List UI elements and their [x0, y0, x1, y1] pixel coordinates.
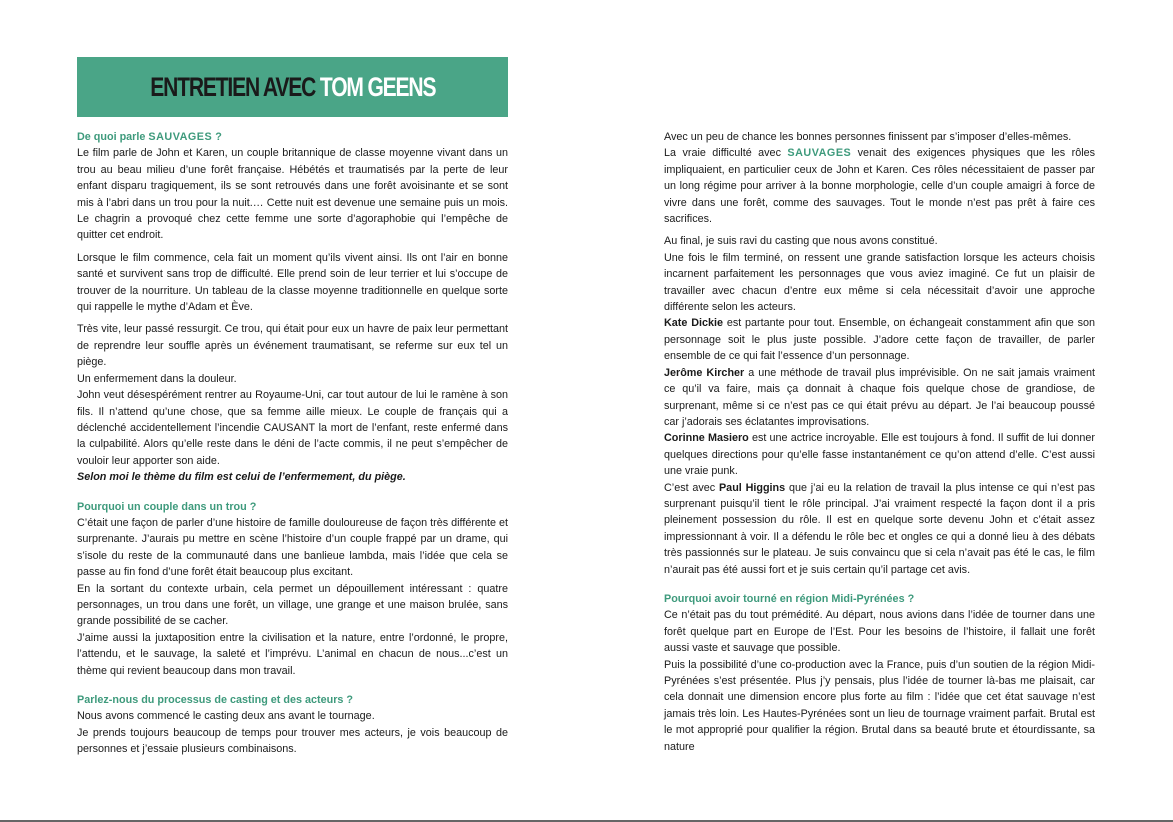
paragraph: Ce n’était pas du tout prémédité. Au départ, nous avions dans l’idée de tourner dans une forêt quelque part en Europe de l’Est. Pour les besoins de l’histoire, il fallait une forêt aussi vaste et sauvage que possible. — [664, 609, 1095, 655]
paragraph: Puis la possibilité d’une co-production avec la France, puis d’un soutien de la région Midi-Pyrénées s’est présentée. Plus j’y pensais, plus l’idée de tourner là-bas me plaisait, car cela donnait une dimension encore plus forte au film : l’idée que cet état sauvage n’est jamais très loin. Les Hautes-Pyrénées sont un lieu de tournage vraiment parfait. Brutal est le mot approprié pour qualifier la région. Brutal dans sa beauté brute et étourdissante, sa nature — [664, 658, 1095, 753]
paragraph: Un enfermement dans la douleur. — [77, 372, 237, 385]
paragraph — [664, 480, 1095, 578]
question-heading: Pourquoi un couple dans un trou ? — [77, 500, 257, 513]
paragraph: C’était une façon de parler d’une histoire de famille douloureuse de façon très différente et surprenante. J’aurais pu mettre en scène l’histoire d’un couple frappé par un drame, qui s’isole du reste de la communauté dans une banlieue lambda, mais l’idée que cela se passe au fin fond d’une forêt était beaucoup plus excitant. — [77, 516, 508, 579]
actor-name: Paul Higgins — [718, 481, 786, 494]
title-name: TOM GEENS — [319, 71, 436, 102]
paragraph: En la sortant du contexte urbain, cela permet un dépouillement intéressant : quatre personnages, un trou dans une forêt, un village, une grange et une maison brulée, sans grande possibilité de se cacher. — [77, 582, 508, 628]
actor-name: Corinne Masiero — [664, 432, 749, 445]
question-heading: Pourquoi avoir tourné en région Midi-Pyrénées ? — [664, 592, 915, 605]
text: que j’ai eu la relation de travail la plus intense ce qui n’est pas surprenant puisqu’il tient le rôle principal. J’ai vraiment respecté la façon dont il a pris pleinement possession du rôle. Il est en quelque sorte devenu John et c’était assez impressionnant à voir. Il a défendu le rôle bec et ongles ce qui a donné lieu à des débats très passionnés sur le plateau. Je suis convaincu que si cela n’avait pas été le cas, le film n’aurait pas été aussi fort et je suis certain qu’il partage cet avis. — [664, 481, 1096, 576]
paragraph — [664, 430, 1095, 479]
paragraph: Avec un peu de chance les bonnes personnes finissent par s’imposer d’elles-mêmes. — [664, 131, 1072, 143]
paragraph — [664, 145, 1095, 227]
question-heading — [77, 129, 508, 145]
film-title: SAUVAGES — [148, 131, 213, 143]
paragraph-emphasis: Selon moi le thème du film est celui de l’enfermement, du piège. — [77, 471, 406, 484]
page-title — [150, 72, 435, 103]
text: C’est avec — [664, 481, 719, 494]
paragraph: John veut désespérément rentrer au Royaume-Uni, car tout autour de lui le ramène à son fils. Il n’attend qu’une chose, que sa femme aille mieux. Le couple de français qui a déclenché accidentellement l’incendie CAUSANT la mort de l’enfant, reste enfermé dans la culpabilité. Alors qu’elle reste dans le déni de l’acte commis, il ne peut s’empêcher de vouloir leur apporter son aide. — [77, 389, 508, 467]
title-banner — [77, 57, 508, 117]
paragraph: Une fois le film terminé, on ressent une grande satisfaction lorsque les acteurs choisis incarnent parfaitement les personnages que vous aviez imaginé. Ce fut un plaisir de travailler avec chacun d’entre eux même si cela nécessitait d’avoir une approche différente selon les acteurs. — [664, 251, 1095, 314]
left-column — [77, 129, 508, 758]
actor-name: Jerôme Kircher — [664, 366, 745, 379]
paragraph — [664, 315, 1095, 364]
question-heading: Parlez-nous du processus de casting et des acteurs ? — [77, 694, 354, 706]
paragraph — [664, 365, 1095, 431]
paragraph: J’aime aussi la juxtaposition entre la civilisation et la nature, entre l’ordonné, le propre, l’attendu, et le sauvage, la saleté et l’imprévu. L’animal en chacun de nous...c’est un thème qui revient beaucoup dans mon travail. — [77, 631, 508, 677]
text: La vraie difficulté avec — [664, 147, 788, 160]
text: est partante pour tout. Ensemble, on échangeait constamment afin que son personnage soit le plus juste possible. J’adore cette façon de travailler, de parler ensemble de ce qui fait l’essence d’un personnage. — [664, 317, 1096, 363]
paragraph: Lorsque le film commence, cela fait un moment qu’ils vivent ainsi. Ils ont l’air en bonne santé et survivent sans trop de difficulté. Elle prend soin de leur terrier et lui s’occupe de trouver de la nourriture. Un tableau de la classe moyenne traditionnelle en quelque sorte qui rappelle le mythe d’Adam et Ève. — [77, 251, 508, 314]
text: est une actrice incroyable. Elle est toujours à fond. Il suffit de lui donner quelques directions pour qu’elle fasse instantanément ce qu’on attend d’elle. C’est aussi une vraie punk. — [664, 432, 1096, 478]
paragraph: Nous avons commencé le casting deux ans avant le tournage. — [77, 710, 375, 723]
paragraph: Très vite, leur passé ressurgit. Ce trou, qui était pour eux un havre de paix leur permettant de reprendre leur souffle après un événement traumatisant, se referme sur eux tel un piège. — [77, 323, 508, 369]
actor-name: Kate Dickie — [664, 317, 724, 330]
film-title: SAUVAGES — [787, 147, 852, 160]
paragraph: Le film parle de John et Karen, un couple britannique de classe moyenne vivant dans un trou au beau milieu d’une forêt française. Hébétés et traumatisés par la perte de leur enfant disparu tragiquement, ils se sont retrouvés dans une forêt avoisinante et se sont mis à l’abri dans un trou pour la nuit.… Cette nuit est devenue une semaine puis un mois. Le chagrin a provoqué chez cette femme une sorte d’agoraphobie qui l’empêche de quitter cet endroit. — [77, 147, 508, 242]
text: a une méthode de travail plus imprévisible. On ne sait jamais vraiment ce qu’il va faire, mais ça donnait à chaque fois quelque chose de grandiose, de surprenant, même si ce n’est pas ce qui était prévu au départ. Je l’ai beaucoup poussé car j’adorais ses éclatantes improvisations. — [664, 366, 1096, 428]
question-end: ? — [212, 131, 222, 143]
right-column — [664, 129, 1095, 755]
title-prefix: ENTRETIEN AVEC — [149, 71, 320, 102]
text: venait des exigences physiques que les rôles impliquaient, en particulier ceux de John et Karen. Ces rôles nécessitaient de passer par un long régime pour arriver à la bonne morphologie, celle d’un couple amaigri à force de vivre dans une forêt, comme des sauvages. Tout le monde n’est pas prêt à faire ces sacrifices. — [664, 147, 1096, 226]
paragraph: Au final, je suis ravi du casting que nous avons constitué. — [664, 235, 938, 248]
paragraph: Je prends toujours beaucoup de temps pour trouver mes acteurs, je vois beaucoup de personnes et j’essaie plusieurs combinaisons. — [77, 726, 508, 756]
question-text: De quoi parle — [77, 131, 149, 143]
